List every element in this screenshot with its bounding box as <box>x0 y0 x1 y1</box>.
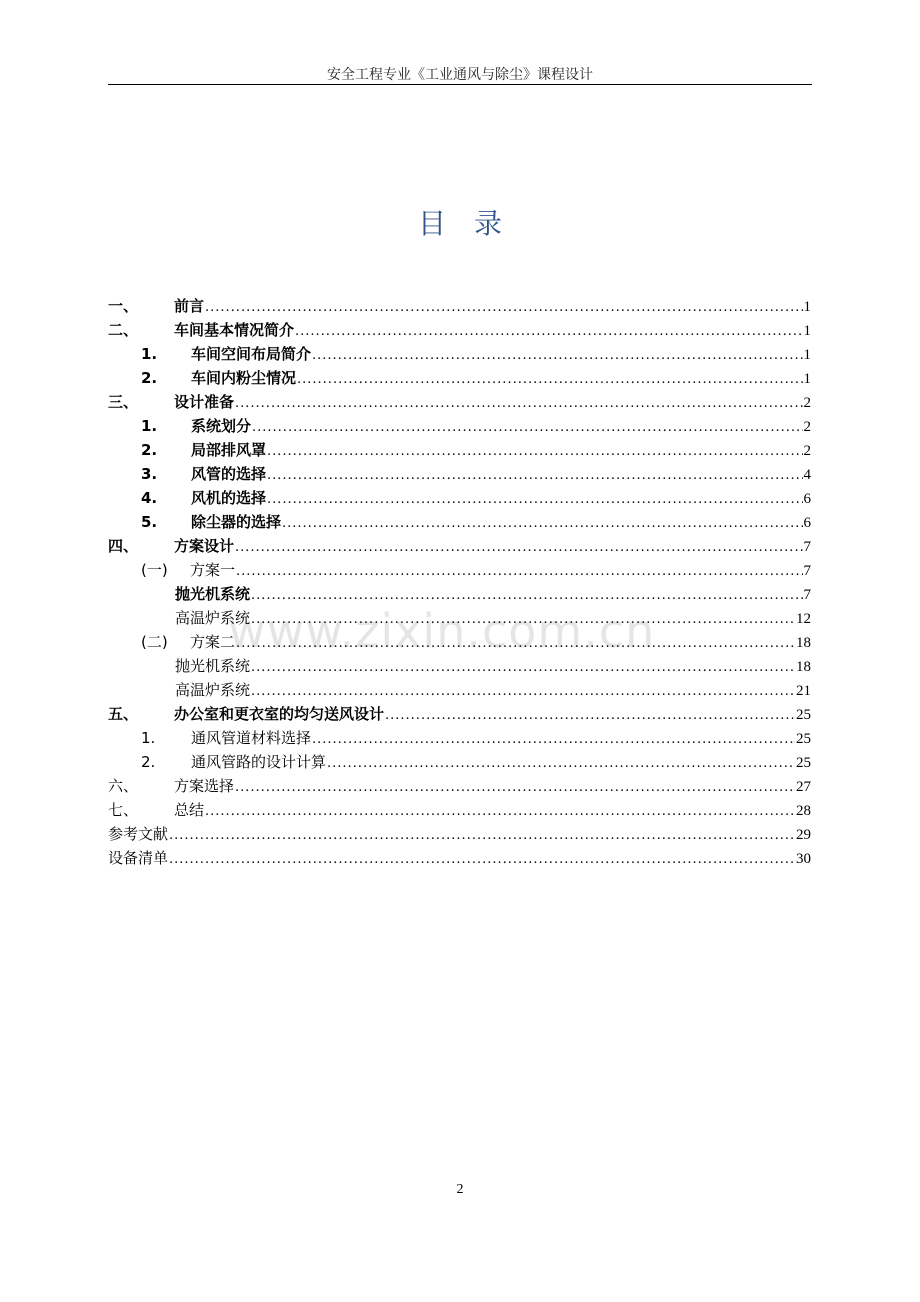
toc-entry-number: 5. <box>141 513 158 531</box>
dot-leader <box>267 488 802 512</box>
toc-entry-number: 2. <box>141 369 158 387</box>
toc-entry-number: 4. <box>141 489 158 507</box>
toc-entry[interactable] <box>108 702 811 726</box>
toc-entry-page: 30 <box>796 851 811 867</box>
toc-entry-title: 总结 <box>174 801 205 819</box>
toc-entry-number: 一、 <box>108 297 139 315</box>
toc-entry[interactable] <box>108 654 811 678</box>
dot-leader <box>297 368 802 392</box>
toc-entry-number: 六、 <box>108 777 139 795</box>
toc-entry-title: 前言 <box>174 297 205 315</box>
toc-entry-page: 12 <box>796 611 811 627</box>
toc-entry-page: 1 <box>803 323 811 339</box>
toc-entry-title: 系统划分 <box>191 417 252 435</box>
toc-entry-number: 2. <box>141 441 158 459</box>
toc-entry-page: 25 <box>796 731 811 747</box>
dot-leader <box>312 728 795 752</box>
toc-entry-title: 风机的选择 <box>191 489 267 507</box>
toc-entry-page: 2 <box>803 395 811 411</box>
dot-leader <box>252 416 802 440</box>
toc-entry-page: 6 <box>803 515 811 531</box>
toc-entry[interactable] <box>108 390 811 414</box>
toc-entry-page: 21 <box>796 683 811 699</box>
toc-entry-title: 通风管路的设计计算 <box>191 753 327 771</box>
toc-entry-page: 7 <box>803 539 811 555</box>
dot-leader <box>169 824 795 848</box>
toc-entry-page: 27 <box>796 779 811 795</box>
toc-entry-title: 方案设计 <box>174 537 235 555</box>
toc-entry[interactable] <box>108 774 811 798</box>
toc-entry[interactable] <box>108 630 811 654</box>
toc-entry-page: 25 <box>796 755 811 771</box>
toc-entry-title: 高温炉系统 <box>175 681 251 699</box>
toc-entry-title: 设计准备 <box>174 393 235 411</box>
toc-entry[interactable] <box>108 846 811 870</box>
dot-leader <box>267 440 802 464</box>
toc-entry-page: 25 <box>796 707 811 723</box>
toc-entry-page: 28 <box>796 803 811 819</box>
toc-entry-number: 2. <box>141 753 156 771</box>
toc-entry-page: 1 <box>803 347 811 363</box>
page-number: 2 <box>456 1182 464 1197</box>
toc-entry[interactable] <box>108 678 811 702</box>
toc-entry-title: 车间内粉尘情况 <box>191 369 297 387</box>
dot-leader <box>385 704 795 728</box>
dot-leader <box>312 344 802 368</box>
toc-entry-page: 1 <box>803 299 811 315</box>
toc-entry[interactable] <box>108 606 811 630</box>
toc-entry[interactable] <box>108 366 811 390</box>
dot-leader <box>251 680 795 704</box>
toc-entry-page: 4 <box>803 467 811 483</box>
toc-entry-page: 18 <box>796 659 811 675</box>
watermark: www.zixin.com.cn <box>228 604 656 658</box>
dot-leader <box>236 632 795 656</box>
dot-leader <box>251 584 802 608</box>
dot-leader <box>235 392 802 416</box>
dot-leader <box>251 656 795 680</box>
toc-entry-title: 方案选择 <box>174 777 235 795</box>
toc-entry-page: 29 <box>796 827 811 843</box>
toc-entry[interactable] <box>108 726 811 750</box>
toc-entry[interactable] <box>108 558 811 582</box>
toc-entry-number: 3. <box>141 465 158 483</box>
toc-entry[interactable] <box>108 438 811 462</box>
header-rule <box>108 84 812 85</box>
dot-leader <box>282 512 802 536</box>
toc-entry-title: 参考文献 <box>108 825 169 843</box>
toc-entry-number: (一) <box>141 561 168 579</box>
toc-entry[interactable] <box>108 822 811 846</box>
dot-leader <box>169 848 795 872</box>
toc-entry-number: 四、 <box>108 537 139 555</box>
toc-entry[interactable] <box>108 534 811 558</box>
toc-entry-number: 1. <box>141 729 156 747</box>
toc-entry-title: 方案一 <box>190 561 236 579</box>
toc-entry[interactable] <box>108 414 811 438</box>
toc-entry-page: 18 <box>796 635 811 651</box>
toc-entry-title: 风管的选择 <box>191 465 267 483</box>
dot-leader <box>267 464 802 488</box>
toc-entry-title: 抛光机系统 <box>175 657 251 675</box>
toc-entry-title: 方案二 <box>190 633 236 651</box>
toc-entry-page: 7 <box>803 587 811 603</box>
toc-entry-title: 设备清单 <box>108 849 169 867</box>
toc-entry-number: 七、 <box>108 801 139 819</box>
toc-entry[interactable] <box>108 798 811 822</box>
toc-entry-number: 1. <box>141 417 158 435</box>
toc-entry-number: (二) <box>141 633 168 651</box>
toc-entry-number: 三、 <box>108 393 139 411</box>
toc-entry-title: 通风管道材料选择 <box>191 729 312 747</box>
toc-entry[interactable] <box>108 750 811 774</box>
toc-entry[interactable] <box>108 582 811 606</box>
dot-leader <box>205 800 795 824</box>
table-of-contents <box>108 294 811 870</box>
dot-leader <box>295 320 802 344</box>
toc-entry-title: 车间空间布局简介 <box>191 345 312 363</box>
running-header: 安全工程专业《工业通风与除尘》课程设计 <box>327 67 593 83</box>
toc-entry-title: 局部排风罩 <box>191 441 267 459</box>
toc-entry-title: 车间基本情况简介 <box>174 321 295 339</box>
toc-entry-page: 2 <box>803 419 811 435</box>
toc-entry-title: 高温炉系统 <box>175 609 251 627</box>
toc-entry-page: 7 <box>803 563 811 579</box>
toc-entry[interactable] <box>108 294 811 318</box>
dot-leader <box>251 608 795 632</box>
dot-leader <box>205 296 802 320</box>
toc-entry-title: 除尘器的选择 <box>191 513 282 531</box>
dot-leader <box>235 776 795 800</box>
toc-entry-title: 办公室和更衣室的均匀送风设计 <box>174 705 385 723</box>
dot-leader <box>327 752 795 776</box>
toc-entry[interactable] <box>108 318 811 342</box>
toc-entry-page: 6 <box>803 491 811 507</box>
toc-entry-number: 五、 <box>108 705 139 723</box>
dot-leader <box>235 536 802 560</box>
toc-entry-number: 二、 <box>108 321 139 339</box>
toc-entry-title: 抛光机系统 <box>175 585 251 603</box>
toc-entry[interactable] <box>108 510 811 534</box>
toc-entry-page: 1 <box>803 371 811 387</box>
toc-entry-page: 2 <box>803 443 811 459</box>
toc-entry[interactable] <box>108 342 811 366</box>
toc-entry-number: 1. <box>141 345 158 363</box>
dot-leader <box>236 560 802 584</box>
toc-entry[interactable] <box>108 486 811 510</box>
toc-entry[interactable] <box>108 462 811 486</box>
page-title: 目录 <box>417 207 530 240</box>
